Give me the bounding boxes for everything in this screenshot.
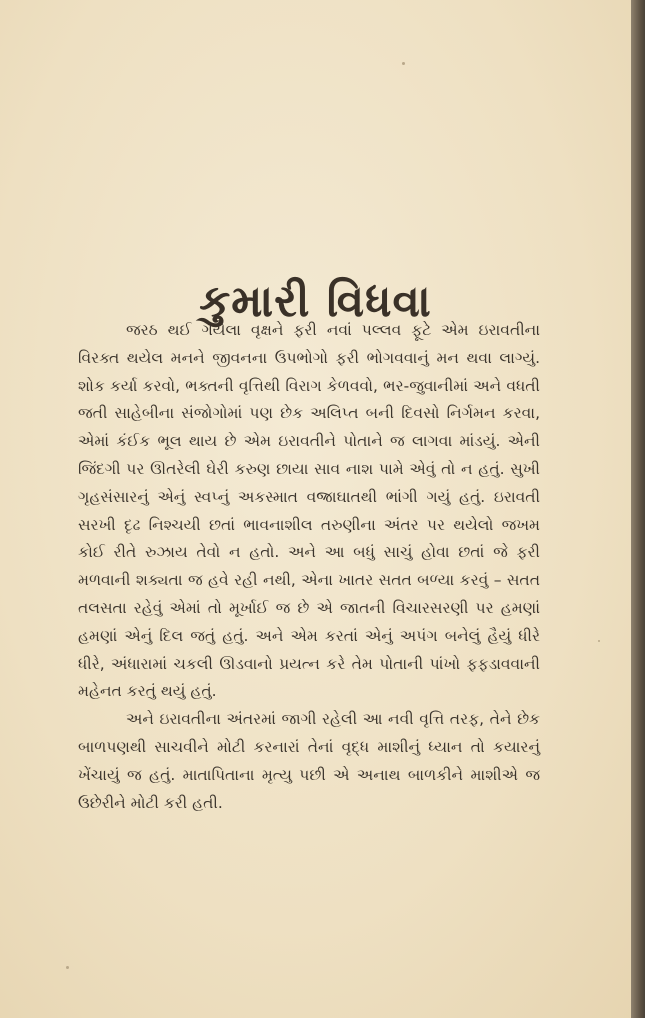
chapter-title: કુમારી વિધવા [199, 276, 432, 328]
page-edge-shadow [631, 0, 645, 1018]
paragraph: અને ઇરાવતીના અંતરમાં જાગી રહેલી આ નવી વૃત્તિ તરફ, તેને છેક બાળપણથી સાચવીને મોટી કરનારાં તેનાં વૃદ્ધ માશીનું ધ્યાન તો કયારનું ખેંચાયું જ હતું. માતાપિતાના મૃત્યુ પછી એ અનાથ બાળકીને માશીએ જ ઉછેરીને મોટી કરી હતી. [78, 710, 540, 812]
paper-speck [402, 62, 405, 65]
paper-speck [66, 966, 69, 969]
chapter-body [78, 317, 540, 817]
paragraph: જરઠ થઈ ગયેલા વૃક્ષને ફરી નવાં પલ્લવ ફૂટે એમ ઇરાવતીના વિરક્ત થયેલ મનને જીવનના ઉપભોગો ફરી ભોગવવાનું મન થવા લાગ્યું. શોક કર્યા કરવો, ભક્તની વૃત્તિથી વિરાગ કેળવવો, ભર-જુવાનીમાં અને વધતી જતી સાહેબીના સંજોગોમાં પણ છેક અલિપ્ત બની દિવસો નિર્ગમન કરવા, એમાં કંઈક ભૂલ થાય છે એમ ઇરાવતીને પોતાને જ લાગવા માંડયું. એની જિંદગી પર ઊતરેલી ઘેરી કરુણ છાયા સાવ નાશ પામે એવું તો ન હતું. સુખી ગૃહસંસારનું એનું સ્વપ્નું અકસ્માત વજ્રાઘાતથી ભાંગી ગયું હતું. ઇરાવતી સરખી દૃઢ નિશ્ચયી છતાં ભાવનાશીલ તરુણીના અંતર પર થયેલો જખમ કોઈ રીતે રુઝાય તેવો ન હતો. અને આ બધું સાચું હોવા છતાં જે ફરી મળવાની શક્યતા જ હવે રહી નથી, એના ખાતર સતત બળ્યા કરવું – સતત તલસતા રહેવું એમાં તો મૂર્ખાઈ જ છે એ જાતની વિચારસરણી પર હમણાં હમણાં એનું દિલ જતું હતું. અને એમ કરતાં એનું અપંગ બનેલું હૈયું ધીરે ધીરે, અંધારામાં ચકલી ઊડવાનો પ્રયત્ન કરે તેમ પોતાની પાંખો ફફડાવવાની મહેનત કરતું થયું હતું. [78, 321, 540, 701]
paper-speck [598, 640, 600, 642]
